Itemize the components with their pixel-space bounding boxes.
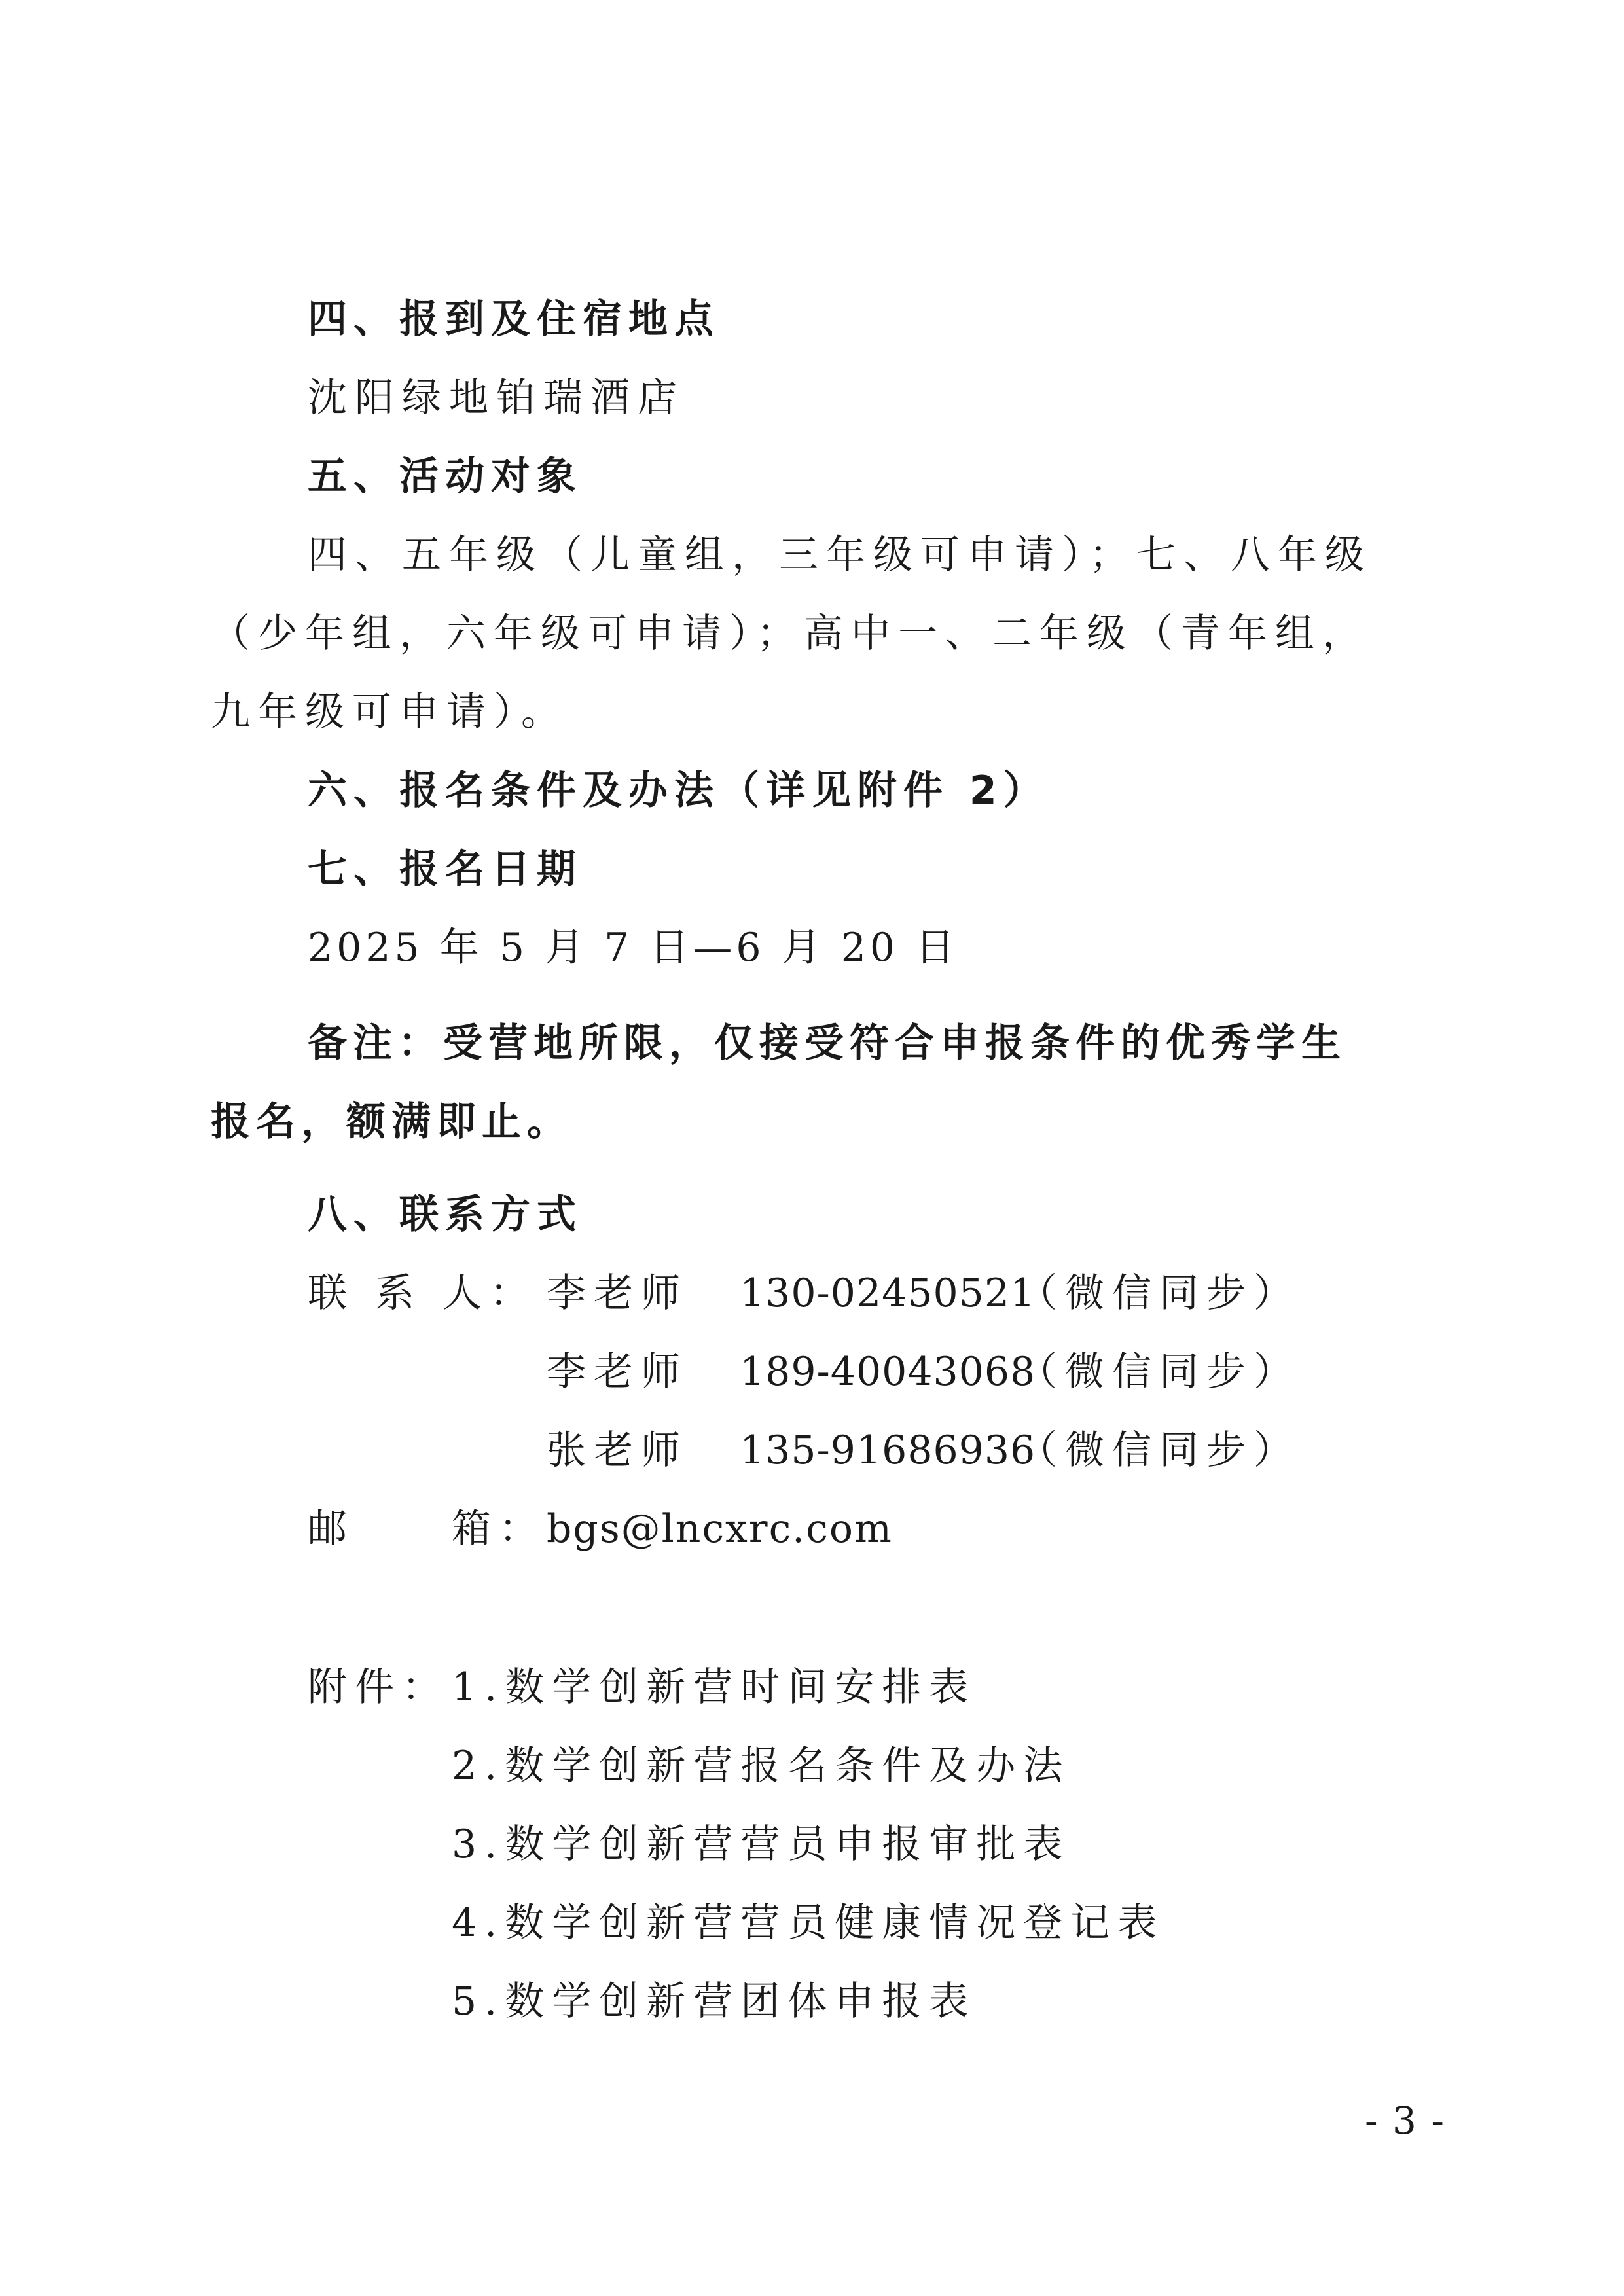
attachment-item: 1.数学创新营时间安排表 [452,1664,977,1710]
section-5-body-line-2: （少年组，六年级可申请）；高中一、二年级（青年组， [211,611,1369,656]
section-5-body-line-3: 九年级可申请）。 [211,689,568,735]
note-line-2: 报名，额满即止。 [211,1099,572,1145]
section-5-body-line-1: 四、五年级（儿童组，三年级可申请）；七、八年级 [308,532,1372,578]
section-5-heading: 五、活动对象 [308,454,583,499]
email-address[interactable]: bgs@lncxrc.com [547,1506,893,1552]
contact-phone: 135-91686936 [740,1427,1036,1473]
section-4-heading: 四、报到及住宿地点 [308,296,720,342]
section-4-body: 沈阳绿地铂瑞酒店 [308,375,685,421]
attachment-item: 5.数学创新营团体申报表 [452,1979,977,2024]
attachment-item: 2.数学创新营报名条件及办法 [452,1743,1071,1789]
section-7-date: 2025 年 5 月 7 日—6 月 20 日 [308,925,959,971]
contact-name: 李老师 [547,1349,688,1395]
page-number: - 3 - [1365,2098,1445,2143]
attachment-item: 4.数学创新营营员健康情况登记表 [452,1900,1165,1946]
contact-phone: 130-02450521 [740,1270,1036,1316]
contact-label: 联 系 人： [308,1270,537,1316]
contact-note: （微信同步） [1018,1270,1301,1316]
section-7-heading: 七、报名日期 [308,846,583,892]
contact-name: 张老师 [547,1427,688,1473]
section-6-heading: 六、报名条件及办法（详见附件 2） [308,768,1049,814]
email-label-second-part: 箱： [452,1506,546,1552]
email-label-first-char: 邮 [308,1506,355,1552]
contact-note: （微信同步） [1018,1427,1301,1473]
contact-name: 李老师 [547,1270,688,1316]
contact-note: （微信同步） [1018,1349,1301,1395]
attachments-label: 附件： [308,1664,449,1710]
attachment-item: 3.数学创新营营员申报审批表 [452,1821,1071,1867]
section-8-heading: 八、联系方式 [308,1192,583,1238]
note-line-1: 备注：受营地所限，仅接受符合申报条件的优秀学生 [308,1020,1346,1066]
contact-phone: 189-40043068 [740,1349,1036,1395]
